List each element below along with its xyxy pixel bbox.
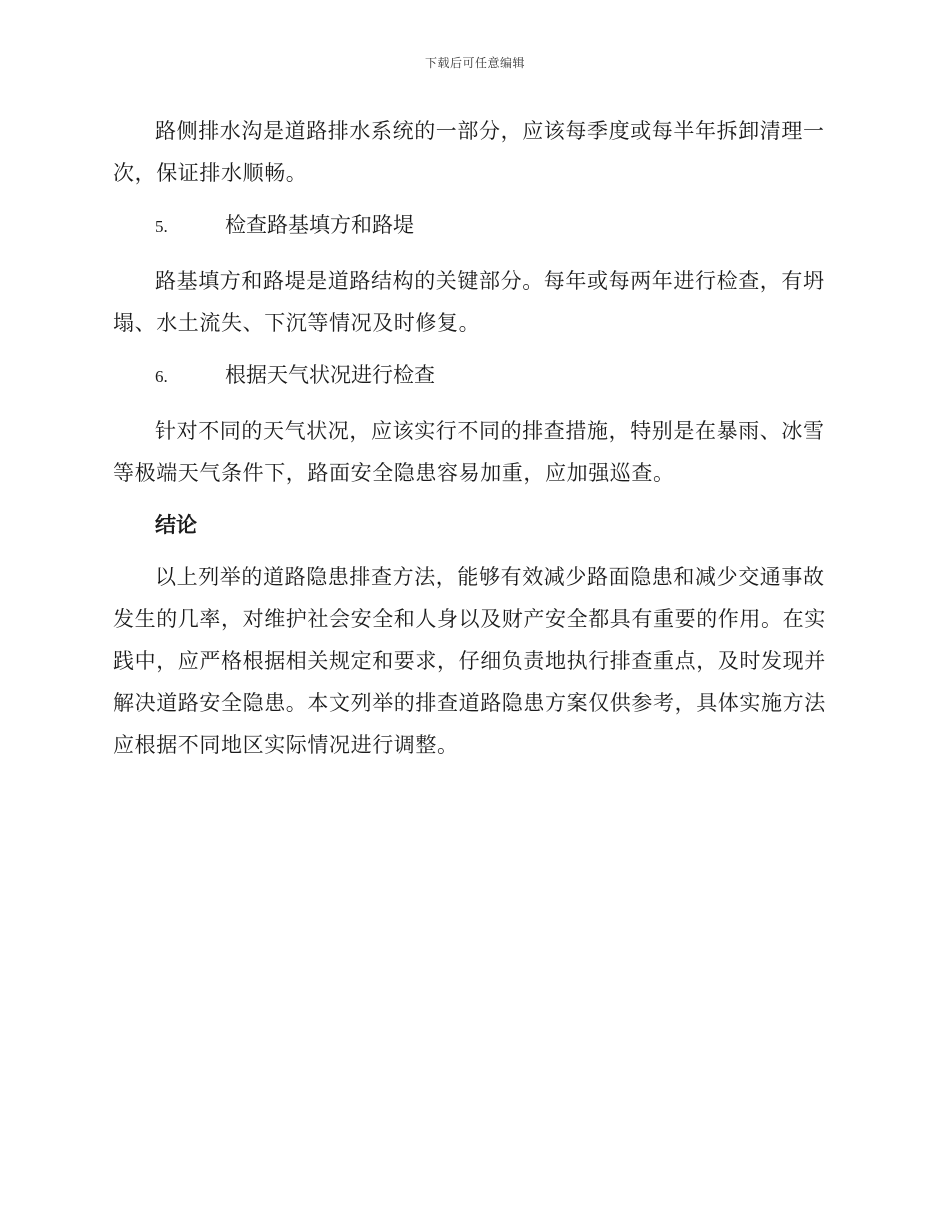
list-item-title: 检查路基填方和路堤 bbox=[225, 213, 414, 237]
paragraph-conclusion: 以上列举的道路隐患排查方法，能够有效减少路面隐患和减少交通事故发生的几率，对维护社会安全和人身以及财产安全都具有重要的作用。在实践中，应严格根据相关规定和要求，仔细负责地执行排查重点，及时发现并解决道路安全隐患。本文列举的排查道路隐患方案仅供参考，具体实施方法应根据不同地区实际情况进行调整。 bbox=[113, 565, 826, 757]
list-item-number: 5. bbox=[155, 217, 168, 236]
list-item-6 bbox=[113, 354, 833, 398]
paragraph-drainage: 路侧排水沟是道路排水系统的一部分，应该每季度或每半年拆卸清理一次，保证排水顺畅。 bbox=[113, 119, 825, 185]
list-item-title: 根据天气状况进行检查 bbox=[225, 363, 435, 387]
conclusion-heading: 结论 bbox=[155, 512, 197, 537]
list-item-5 bbox=[113, 204, 833, 248]
document-body bbox=[113, 110, 833, 776]
page-header: 下载后可任意编辑 bbox=[424, 56, 525, 70]
paragraph-weather: 针对不同的天气状况，应该实行不同的排查措施，特别是在暴雨、冰雪等极端天气条件下，路面安全隐患容易加重，应加强巡查。 bbox=[113, 419, 825, 485]
paragraph-embankment: 路基填方和路堤是道路结构的关键部分。每年或每两年进行检查，有坍塌、水土流失、下沉等情况及时修复。 bbox=[113, 269, 825, 335]
list-item-number: 6. bbox=[155, 367, 168, 386]
